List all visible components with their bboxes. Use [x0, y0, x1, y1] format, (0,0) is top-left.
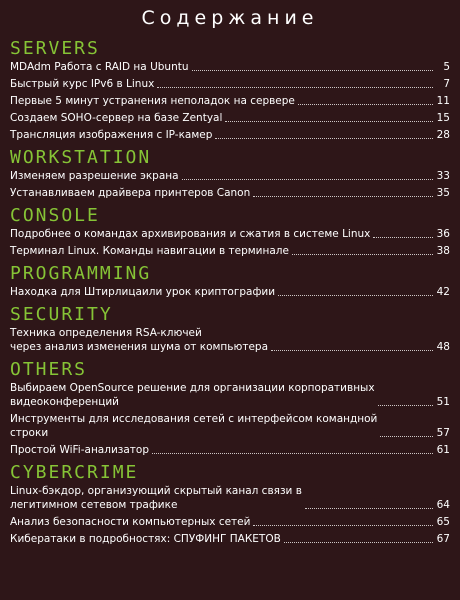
entry-title: Инструменты для исследования сетей с интерфейсом командной строки	[10, 413, 378, 439]
toc-section	[10, 304, 450, 354]
dot-leader	[378, 405, 433, 406]
section-heading: WORKSTATION	[10, 147, 152, 168]
dot-leader	[253, 196, 433, 197]
toc-section	[10, 359, 450, 457]
dot-leader	[298, 104, 433, 105]
entry-title: Быстрый курс IPv6 в Linux	[10, 78, 155, 90]
entry-title: Терминал Linux. Команды навигации в терминале	[10, 245, 289, 257]
toc-entry[interactable]	[10, 94, 450, 108]
page-number: 48	[436, 341, 450, 353]
toc-entry[interactable]	[10, 381, 450, 409]
toc-entry[interactable]	[10, 227, 450, 241]
toc-section	[10, 263, 450, 299]
entry-title: Подробнее о командах архивирования и сжатия в системе Linux	[10, 228, 371, 240]
dot-leader	[253, 525, 433, 526]
dot-leader	[192, 70, 434, 71]
toc-entry[interactable]	[10, 169, 450, 183]
entry-title: Выбираем OpenSource решение для организации корпоративных видеоконференций	[10, 382, 375, 408]
dot-leader	[305, 508, 433, 509]
toc-entry[interactable]	[10, 326, 450, 354]
page-number: 7	[443, 78, 450, 90]
page-number: 51	[436, 396, 450, 408]
toc-entry[interactable]	[10, 412, 450, 440]
entry-title: Кибератаки в подробностях: СПУФИНГ ПАКЕТОВ	[10, 533, 281, 545]
page-title: Содержание	[141, 7, 319, 29]
entry-title: Первые 5 минут устранения неполадок на сервере	[10, 95, 295, 107]
dot-leader	[152, 453, 433, 454]
page-number: 5	[443, 61, 450, 73]
section-heading: PROGRAMMING	[10, 263, 152, 284]
page-number: 42	[436, 286, 450, 298]
toc-entry[interactable]	[10, 515, 450, 529]
dot-leader	[182, 179, 433, 180]
entry-title: Техника определения RSA-ключей через анализ изменения шума от компьютера	[10, 327, 269, 353]
section-heading: OTHERS	[10, 359, 88, 380]
entry-title: Трансляция изображения с IP-камер	[10, 129, 213, 141]
page-number: 11	[436, 95, 450, 107]
section-heading: SERVERS	[10, 38, 100, 59]
section-heading: CONSOLE	[10, 205, 100, 226]
page-number: 38	[436, 245, 450, 257]
dot-leader	[284, 542, 433, 543]
page-number: 61	[436, 444, 450, 456]
toc-entry[interactable]	[10, 77, 450, 91]
entry-title: Изменяем разрешение экрана	[10, 170, 179, 182]
toc-entry[interactable]	[10, 128, 450, 142]
dot-leader	[292, 254, 433, 255]
toc-entry[interactable]	[10, 244, 450, 258]
page-number: 36	[436, 228, 450, 240]
dot-leader	[225, 121, 433, 122]
section-heading: CYBERCRIME	[10, 462, 139, 483]
dot-leader	[157, 87, 433, 88]
dot-leader	[278, 295, 433, 296]
entry-title: Устанавливаем драйвера принтеров Canon	[10, 187, 251, 199]
page-number: 67	[436, 533, 450, 545]
toc-entry[interactable]	[10, 285, 450, 299]
toc-entry[interactable]	[10, 532, 450, 546]
toc-section	[10, 38, 450, 142]
entry-title: Находка для Штирлицаили урок криптографии	[10, 286, 276, 298]
entry-title: Анализ безопасности компьютерных сетей	[10, 516, 251, 528]
dot-leader	[373, 237, 433, 238]
entry-title: Linux-бэкдор, организующий скрытый канал связи в легитимном сетевом трафике	[10, 485, 302, 511]
toc-sections	[10, 38, 450, 546]
entry-title: Простой WiFi-анализатор	[10, 444, 150, 456]
dot-leader	[271, 350, 433, 351]
entry-title: MDAdm Работа с RAID на Ubuntu	[10, 61, 189, 73]
page-number: 35	[436, 187, 450, 199]
page-number: 33	[436, 170, 450, 182]
toc-entry[interactable]	[10, 443, 450, 457]
toc-entry[interactable]	[10, 186, 450, 200]
toc-entry[interactable]	[10, 484, 450, 512]
toc-section	[10, 147, 450, 200]
toc-section	[10, 205, 450, 258]
toc-entry[interactable]	[10, 111, 450, 125]
section-heading: SECURITY	[10, 304, 113, 325]
page-number: 15	[436, 112, 450, 124]
dot-leader	[380, 436, 433, 437]
page-number: 28	[436, 129, 450, 141]
dot-leader	[215, 138, 433, 139]
entry-title: Создаем SOHO-сервер на базе Zentyal	[10, 112, 223, 124]
page-number: 64	[436, 499, 450, 511]
page-number: 57	[436, 427, 450, 439]
toc-section	[10, 462, 450, 546]
page-number: 65	[436, 516, 450, 528]
toc-entry[interactable]	[10, 60, 450, 74]
